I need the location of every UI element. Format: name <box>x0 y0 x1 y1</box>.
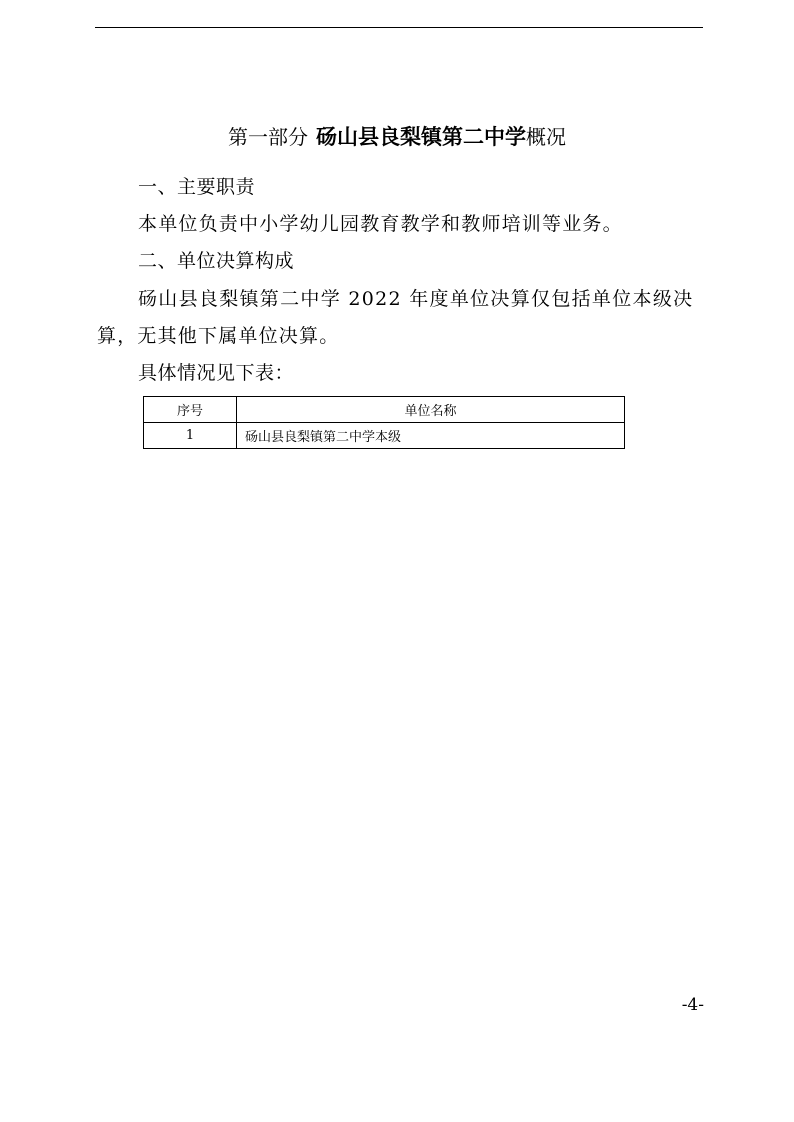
title-suffix: 概况 <box>526 125 566 149</box>
header-rule <box>95 27 703 28</box>
cell-unit-name: 砀山县良梨镇第二中学本级 <box>237 423 625 449</box>
title-org-name: 砀山县良梨镇第二中学 <box>316 125 526 149</box>
table-header-row <box>144 397 625 423</box>
header-serial-number: 序号 <box>144 397 237 423</box>
page-title <box>0 122 794 152</box>
units-table <box>143 396 625 449</box>
composition-paragraph-line-2: 算，无其他下属单位决算。 <box>97 325 340 347</box>
table-intro-text: 具体情况见下表： <box>138 362 295 384</box>
header-unit-name: 单位名称 <box>237 397 625 423</box>
page-number: -4- <box>681 995 704 1015</box>
section-heading-responsibilities: 一、主要职责 <box>138 176 256 198</box>
title-prefix: 第一部分 <box>228 125 308 149</box>
cell-serial-number: 1 <box>144 423 237 449</box>
composition-paragraph-line-1: 砀山县良梨镇第二中学 2022 年度单位决算仅包括单位本级决 <box>138 288 694 310</box>
table-row <box>144 423 625 449</box>
responsibilities-paragraph: 本单位负责中小学幼儿园教育教学和教师培训等业务。 <box>138 213 623 235</box>
section-heading-composition: 二、单位决算构成 <box>138 250 295 272</box>
